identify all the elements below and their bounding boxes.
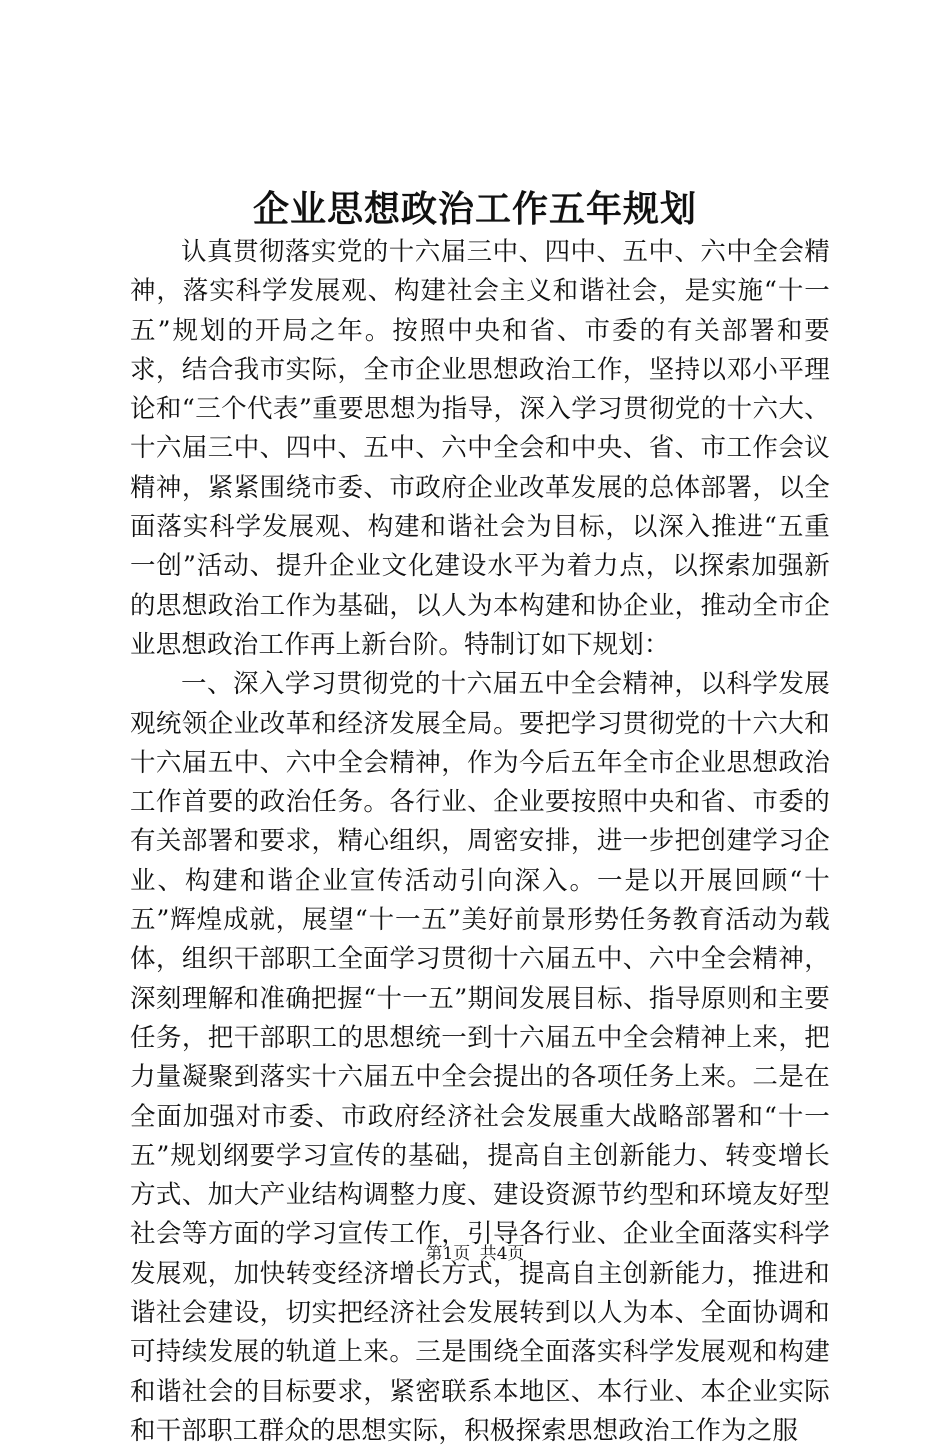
document-title: 企业思想政治工作五年规划 bbox=[252, 188, 697, 230]
page-number: 第1页 bbox=[425, 1244, 471, 1264]
page-total: 共4页 bbox=[479, 1244, 525, 1264]
page-footer bbox=[0, 1242, 950, 1266]
paragraph-section-one: 一、深入学习贯彻党的十六届五中全会精神，以科学发展观统领企业改革和经济发展全局。要把学习贯彻党的十六大和十六届五中、六中全会精神，作为今后五年全市企业思想政治工作首要的政治任务。各行业、企业要按照中央和省、市委的有关部署和要求，精心组织，周密安排，进一步把创建学习企业、构建和谐企业宣传活动引向深入。一是以开展回顾“十五”辉煌成就，展望“十一五”美好前景形势任务教育活动为载体，组织干部职工全面学习贯彻十六届五中、六中全会精神，深刻理解和准确把握“十一五”期间发展目标、指导原则和主要任务，把干部职工的思想统一到十六届五中全会精神上来，把力量凝聚到落实十六届五中全会提出的各项任务上来。二是在全面加强对市委、市政府经济社会发展重大战略部署和“十一五”规划纲要学习宣传的基础，提高自主创新能力、转变增长方式、加大产业结构调整力度、建设资源节约型和环境友好型社会等方面的学习宣传工作，引导各行业、企业全面落实科学发展观，加快转变经济增长方式，提高自主创新能力，推进和谐社会建设，切实把经济社会发展转到以人为本、全面协调和可持续发展的轨道上来。三是围绕全面落实科学发展观和构建和谐社会的目标要求，紧密联系本地区、本行业、本企业实际和干部职工群众的思想实际，积极探索思想政治工作为之服 bbox=[130, 669, 830, 1446]
paragraph-intro: 认真贯彻落实党的十六届三中、四中、五中、六中全会精神，落实科学发展观、构建社会主义和谐社会，是实施“十一五”规划的开局之年。按照中央和省、市委的有关部署和要求，结合我市实际，全市企业思想政治工作，坚持以邓小平理论和“三个代表”重要思想为指导，深入学习贯彻党的十六大、十六届三中、四中、五中、六中全会和中央、省、市工作会议精神，紧紧围绕市委、市政府企业改革发展的总体部署，以全面落实科学发展观、构建和谐社会为目标，以深入推进“五重一创”活动、提升企业文化建设水平为着力点，以探索加强新的思想政治工作为基础，以人为本构建和协企业，推动全市企业思想政治工作再上新台阶。特制订如下规划： bbox=[130, 237, 830, 660]
document-body bbox=[130, 233, 830, 1451]
